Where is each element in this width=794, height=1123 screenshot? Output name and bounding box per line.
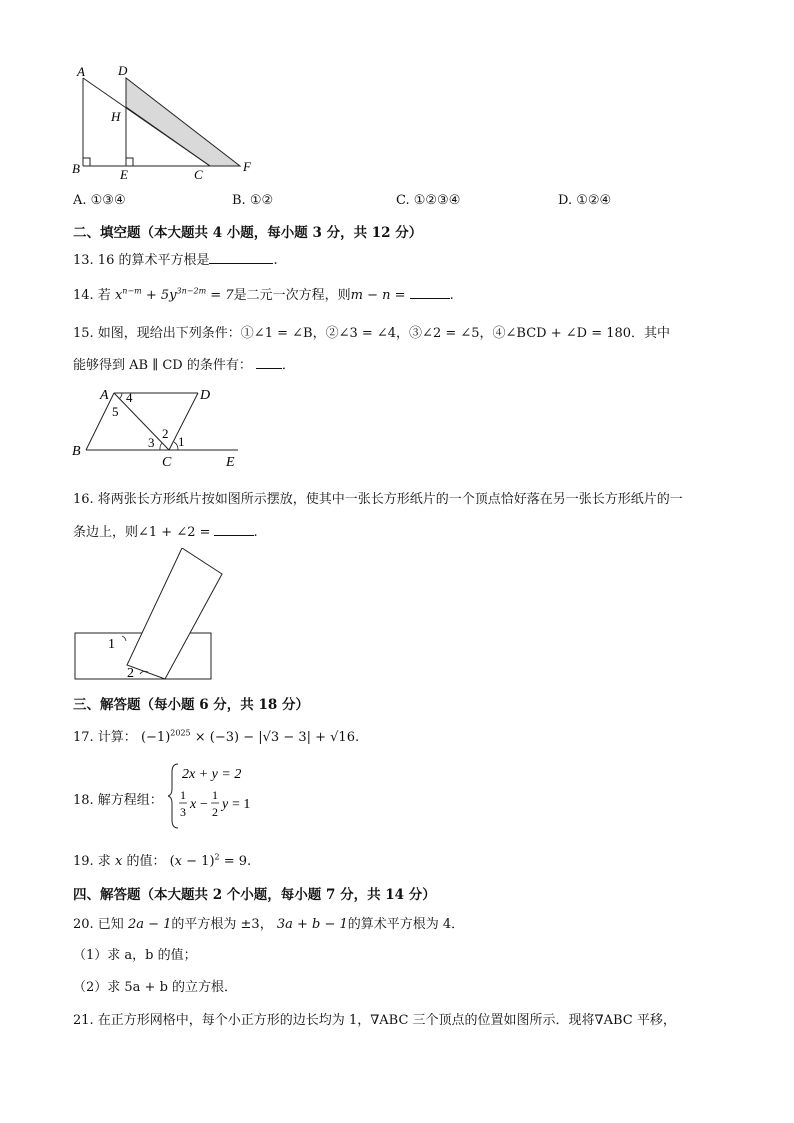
label-2: 2 — [162, 426, 169, 441]
label-C: C — [194, 167, 203, 182]
equation-system-q18 — [168, 762, 268, 832]
option-a: A. ①③④ — [73, 193, 126, 208]
question-19: 19. 求 x 的值： $(x - 1)^2 = 9$. — [73, 852, 252, 869]
question-21: 21. 在正方形网格中，每个小正方形的边长均为 1，∇ABC 三个顶点的位置如图所示．现将∇ABC 平移， — [73, 1013, 676, 1028]
label-1: 1 — [178, 434, 185, 449]
label-H: H — [111, 109, 121, 124]
question-15-line1: 15. 如图，现给出下列条件：①∠1 = ∠B，②∠3 = ∠4，③∠2 = ∠5，④∠BCD + ∠D = 180．其中 — [73, 326, 671, 341]
question-20-part2: （2）求 5a + b 的立方根． — [73, 980, 238, 995]
label-1: 1 — [108, 637, 115, 652]
shaded-region — [126, 78, 240, 166]
question-14: 14. 若 $x^{n-m} + 5y^{3n-2m} = 7$是二元一次方程，则m − n = . — [73, 286, 454, 303]
option-c: C. ①②③④ — [396, 193, 461, 208]
svg-text:1: 1 — [212, 788, 218, 802]
svg-text:−: − — [200, 797, 208, 812]
answer-blank — [209, 251, 273, 264]
question-15-line2: 能够得到 AB ∥ CD 的条件有： ． — [73, 358, 295, 373]
question-17: 17. 计算： $(-1)^{2025} \times (-3) - |√3 - 3| + √16$. — [73, 728, 360, 745]
label-F: F — [243, 159, 251, 174]
answer-blank — [256, 356, 282, 369]
question-18: 18. 解方程组： — [73, 793, 163, 808]
label-C: C — [162, 455, 172, 470]
figure-triangles-q12 — [60, 58, 270, 183]
svg-text:y: y — [222, 797, 229, 812]
question-20: 20. 已知 2a − 1的平方根为 ±3， 3a + b − 1的算术平方根为 4． — [73, 917, 465, 932]
section-4-heading: 四、解答题（本大题共 2 个小题，每小题 7 分，共 14 分） — [73, 887, 436, 903]
question-16-line2: 条边上，则∠1 + ∠2 = . — [73, 525, 258, 540]
q17-expression: $(-1)^{2025} \times (-3) - |√3 - 3| + √16$ — [140, 728, 355, 745]
label-A: A — [77, 64, 85, 79]
figure-q16 — [70, 548, 230, 683]
label-5: 5 — [112, 404, 119, 419]
label-3: 3 — [148, 435, 155, 450]
q14-equation: $x^{n-m} + 5y^{3n-2m} = 7$ — [114, 286, 234, 303]
label-E: E — [226, 455, 235, 470]
answer-blank — [410, 286, 450, 299]
label-B: B — [72, 161, 80, 176]
label-D: D — [200, 388, 211, 403]
option-b: B. ①② — [232, 193, 274, 208]
question-20-part1: （1）求 a，b 的值； — [73, 948, 197, 963]
svg-text:= 1: = 1 — [232, 797, 251, 812]
svg-text:1: 1 — [180, 788, 186, 802]
section-3-heading: 三、解答题（每小题 6 分，共 18 分） — [73, 697, 309, 713]
question-16-line1: 16. 将两张长方形纸片按如图所示摆放，使其中一张长方形纸片的一个顶点恰好落在另一张长方形纸片的一 — [73, 492, 683, 507]
question-13: 13. 16 的算术平方根是 . — [73, 253, 278, 268]
svg-text:x: x — [190, 797, 197, 812]
answer-blank — [214, 523, 254, 536]
figure-q15 — [68, 382, 250, 470]
label-2: 2 — [127, 666, 134, 681]
label-4: 4 — [126, 390, 133, 405]
q19-equation: $(x - 1)^2 = 9$ — [169, 852, 248, 869]
section-2-heading: 二、填空题（本大题共 4 小题，每小题 3 分，共 12 分） — [73, 225, 423, 241]
label-A: A — [100, 388, 109, 403]
label-E: E — [120, 167, 128, 182]
svg-text:2: 2 — [212, 805, 218, 819]
svg-text:2x + y = 2: 2x + y = 2 — [182, 767, 242, 782]
q13-text: 13. 16 的算术平方根是 — [73, 253, 210, 268]
label-D: D — [118, 63, 128, 78]
option-d: D. ①②④ — [558, 193, 612, 208]
svg-text:3: 3 — [180, 805, 186, 819]
label-B: B — [72, 444, 81, 459]
